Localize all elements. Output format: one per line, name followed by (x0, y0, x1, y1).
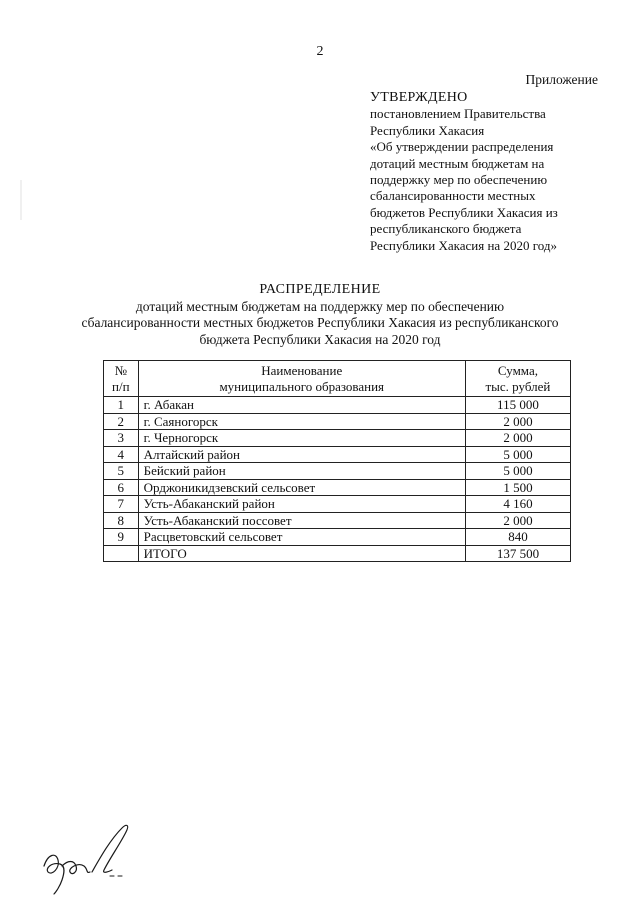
row-sum: 2 000 (465, 512, 570, 529)
header-name (138, 361, 465, 397)
approval-line: республиканского бюджета (370, 221, 522, 237)
approval-line: Республики Хакасия (370, 122, 485, 138)
approval-line: постановлением Правительства (370, 106, 546, 122)
row-name: Усть-Абаканский район (138, 496, 465, 513)
row-num: 5 (104, 463, 139, 480)
header-num (104, 361, 139, 397)
row-sum: 840 (465, 529, 570, 546)
row-sum: 2 000 (465, 430, 570, 447)
distribution-table (103, 360, 571, 562)
row-sum: 2 000 (465, 413, 570, 430)
approval-line: дотаций местным бюджетам на (370, 155, 545, 171)
table-row (104, 430, 571, 447)
header-num-line: № (114, 363, 127, 378)
table-row (104, 529, 571, 546)
table-total-row (104, 545, 571, 562)
row-num: 2 (104, 413, 139, 430)
table-row (104, 446, 571, 463)
header-name-line: муниципального образования (219, 378, 385, 394)
row-sum: 5 000 (465, 446, 570, 463)
total-sum: 137 500 (465, 545, 570, 562)
document-subtitle-line: сбалансированности местных бюджетов Республики Хакасия из республиканского (81, 315, 559, 330)
row-name: Расцветовский сельсовет (138, 529, 465, 546)
appendix-label: Приложение (525, 72, 598, 87)
header-name-line: Наименование (261, 363, 343, 378)
table-row (104, 397, 571, 414)
approval-heading: УТВЕРЖДЕНО (370, 90, 468, 105)
header-num-line: п/п (112, 378, 130, 394)
row-num: 3 (104, 430, 139, 447)
row-num: 8 (104, 512, 139, 529)
row-name: Алтайский район (138, 446, 465, 463)
approval-block (370, 90, 610, 254)
document-subtitle-line: дотаций местным бюджетам на поддержку мер по обеспечению (135, 298, 505, 314)
header-sum-line: Сумма, (497, 363, 538, 378)
row-name: Бейский район (138, 463, 465, 480)
approval-line: сбалансированности местных (370, 188, 536, 204)
approval-line: поддержку мер по обеспечению (370, 172, 548, 188)
row-name: г. Саяногорск (138, 413, 465, 430)
approval-line: Республики Хакасия на 2020 год» (370, 237, 557, 253)
document-subtitle-line: бюджета Республики Хакасия на 2020 год (199, 331, 441, 347)
row-name: Усть-Абаканский поссовет (138, 512, 465, 529)
document-title-block (0, 282, 640, 348)
row-num: 9 (104, 529, 139, 546)
header-sum (465, 361, 570, 397)
row-name: Орджоникидзевский сельсовет (138, 479, 465, 496)
page-number: 2 (316, 44, 324, 59)
row-sum: 5 000 (465, 463, 570, 480)
row-num: 4 (104, 446, 139, 463)
row-num: 1 (104, 397, 139, 414)
total-label: ИТОГО (138, 545, 465, 562)
table-row (104, 413, 571, 430)
handwritten-signature (38, 818, 158, 898)
row-name: г. Черногорск (138, 430, 465, 447)
row-name: г. Абакан (138, 397, 465, 414)
row-sum: 1 500 (465, 479, 570, 496)
table-row (104, 512, 571, 529)
row-num: 7 (104, 496, 139, 513)
row-sum: 4 160 (465, 496, 570, 513)
document-title: РАСПРЕДЕЛЕНИЕ (259, 282, 381, 297)
table-row (104, 463, 571, 480)
table-row (104, 479, 571, 496)
total-num (104, 545, 139, 562)
margin-mark (20, 180, 22, 220)
approval-line: бюджетов Республики Хакасия из (370, 204, 558, 220)
row-sum: 115 000 (465, 397, 570, 414)
header-sum-line: тыс. рублей (485, 378, 551, 394)
row-num: 6 (104, 479, 139, 496)
approval-line: «Об утверждении распределения (370, 139, 554, 155)
table-row (104, 496, 571, 513)
table-header-row (104, 361, 571, 397)
